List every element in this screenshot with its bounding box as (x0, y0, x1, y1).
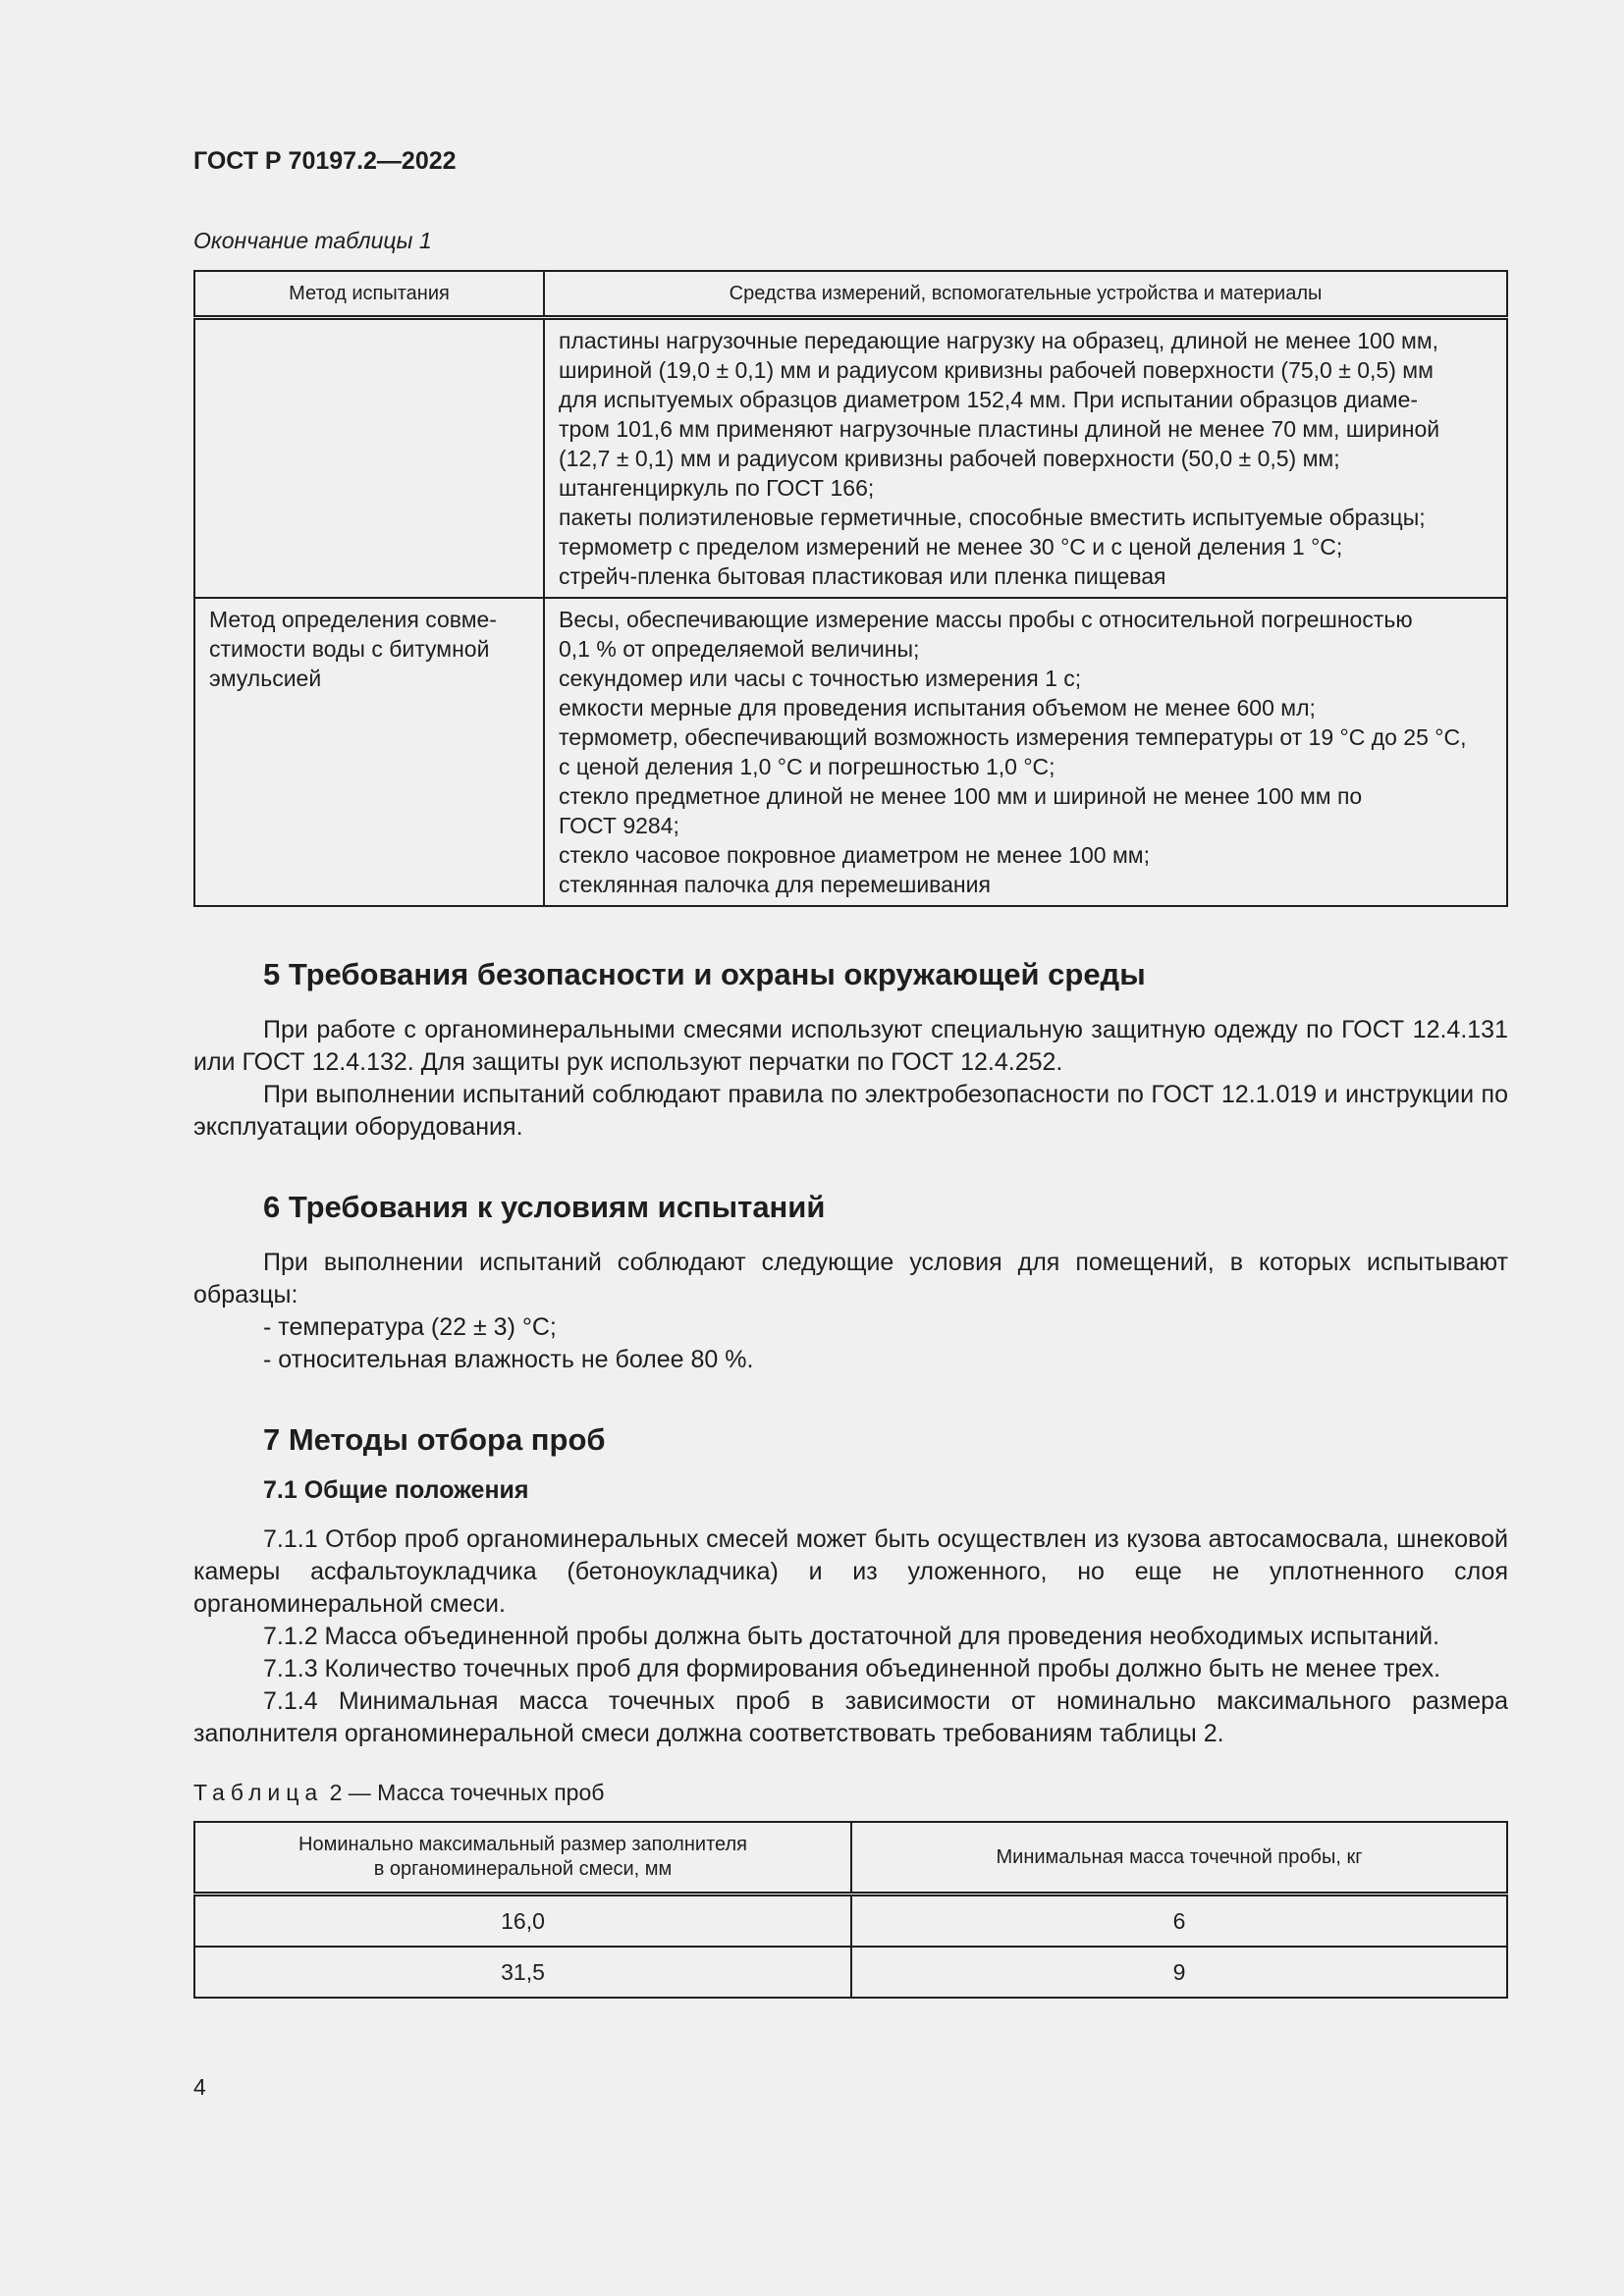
text-line: тром 101,6 мм применяют нагрузочные пластины длиной не менее 70 мм, шириной (559, 416, 1440, 442)
document-header: ГОСТ Р 70197.2—2022 (193, 147, 457, 175)
paragraph: При выполнении испытаний соблюдают следующие условия для помещений, в которых испытывают образцы: (193, 1249, 1508, 1308)
text-line: емкости мерные для проведения испытания объемом не менее 600 мл; (559, 695, 1316, 721)
subsection-title: 7.1 Общие положения (263, 1476, 529, 1504)
table-2 (193, 1821, 1508, 1999)
text-line: штангенциркуль по ГОСТ 166; (559, 475, 875, 501)
section-7 (193, 1420, 1508, 1750)
text-line: стекло предметное длиной не менее 100 мм и шириной не менее 100 мм по (559, 783, 1363, 809)
section-5 (193, 955, 1508, 1144)
paragraph: 7.1.4 Минимальная масса точечных проб в зависимости от номинально максимального размера заполнителя органоминеральной смеси должна соответствовать требованиям таблицы 2. (193, 1687, 1508, 1747)
paragraph: 7.1.3 Количество точечных проб для формирования объединенной пробы должно быть не менее трех. (263, 1655, 1441, 1682)
table-cell-tools (544, 318, 1507, 599)
table-2-caption (193, 1780, 604, 1806)
text-line: с ценой деления 1,0 °С и погрешностью 1,0 °С; (559, 754, 1056, 779)
text-line: пластины нагрузочные передающие нагрузку на образец, длиной не менее 100 мм, (559, 328, 1439, 353)
text-line: эмульсией (209, 666, 322, 691)
text-line: секундомер или часы с точностью измерения 1 с; (559, 666, 1082, 691)
paragraph: 7.1.1 Отбор проб органоминеральных смесей может быть осуществлен из кузова автосамосвала, шнековой камеры асфальтоукладчика (бетоноукладчика) и из уложенного, но еще не уплотненного слоя органоминеральной смеси. (193, 1525, 1508, 1618)
header-line: в органоминеральной смеси, мм (373, 1858, 673, 1880)
text-line: (12,7 ± 0,1) мм и радиусом кривизны рабочей поверхности (50,0 ± 0,5) мм; (559, 446, 1340, 471)
caption-text: 2 — Масса точечных проб (329, 1780, 605, 1805)
text-line: стеклянная палочка для перемешивания (559, 872, 991, 897)
text-line: стимости воды с битумной (209, 636, 490, 662)
caption-word: Таблица (193, 1780, 324, 1805)
table-cell-tools (544, 598, 1507, 906)
page-number: 4 (193, 2074, 206, 2100)
table-cell-method (194, 598, 544, 906)
text-line: для испытуемых образцов диаметром 152,4 мм. При испытании образцов диаме- (559, 387, 1419, 412)
section-6 (193, 1188, 1508, 1376)
text-line: стрейч-пленка бытовая пластиковая или пленка пищевая (559, 563, 1166, 589)
table-header-row (194, 1822, 1507, 1895)
text-line: Весы, обеспечивающие измерение массы пробы с относительной погрешностью (559, 607, 1413, 632)
table-row (194, 1895, 1507, 1948)
table-cell-mass: 6 (851, 1895, 1507, 1948)
section-title: 7 Методы отбора проб (263, 1422, 606, 1457)
header-line: Номинально максимальный размер заполнителя (298, 1834, 747, 1855)
section-title: 5 Требования безопасности и охраны окружающей среды (263, 957, 1146, 991)
table-header-mass: Минимальная масса точечной пробы, кг (851, 1822, 1507, 1895)
text-line: термометр с пределом измерений не менее 30 °С и с ценой деления 1 °С; (559, 534, 1343, 560)
text-line: шириной (19,0 ± 0,1) мм и радиусом кривизны рабочей поверхности (75,0 ± 0,5) мм (559, 357, 1434, 383)
text-line: ГОСТ 9284; (559, 813, 679, 838)
paragraph: 7.1.2 Масса объединенной пробы должна быть достаточной для проведения необходимых испытаний. (263, 1623, 1440, 1650)
text-line: Метод определения совме- (209, 607, 497, 632)
table-cell-size: 31,5 (194, 1947, 851, 1998)
list-item: - температура (22 ± 3) °С; (263, 1313, 557, 1341)
table-continuation-label: Окончание таблицы 1 (193, 228, 432, 253)
table-cell-size: 16,0 (194, 1895, 851, 1948)
paragraph: При выполнении испытаний соблюдают правила по электробезопасности по ГОСТ 12.1.019 и инструкции по эксплуатации оборудования. (193, 1081, 1508, 1141)
table-row (194, 598, 1507, 906)
table-header-tools: Средства измерений, вспомогательные устройства и материалы (544, 271, 1507, 318)
table-row (194, 1947, 1507, 1998)
table-header-row (194, 271, 1507, 318)
table-header-method: Метод испытания (194, 271, 544, 318)
paragraph: При работе с органоминеральными смесями используют специальную защитную одежду по ГОСТ 12.4.131 или ГОСТ 12.4.132. Для защиты рук используют перчатки по ГОСТ 12.4.252. (193, 1016, 1508, 1076)
table-1 (193, 270, 1508, 907)
text-line: 0,1 % от определяемой величины; (559, 636, 920, 662)
table-header-size (194, 1822, 851, 1895)
list-item: - относительная влажность не более 80 %. (263, 1346, 754, 1373)
text-line: пакеты полиэтиленовые герметичные, способные вместить испытуемые образцы; (559, 505, 1426, 530)
text-line: термометр, обеспечивающий возможность измерения температуры от 19 °С до 25 °С, (559, 724, 1467, 750)
table-row (194, 318, 1507, 599)
table-cell-method (194, 318, 544, 599)
table-cell-mass: 9 (851, 1947, 1507, 1998)
section-title: 6 Требования к условиям испытаний (263, 1190, 826, 1224)
text-line: стекло часовое покровное диаметром не менее 100 мм; (559, 842, 1150, 868)
